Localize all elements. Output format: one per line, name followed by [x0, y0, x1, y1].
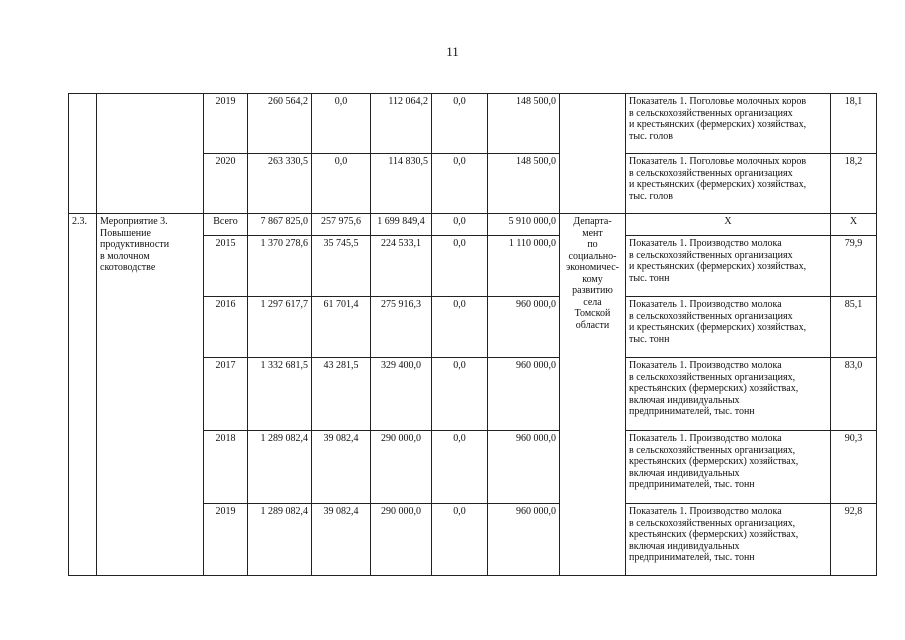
indicator-line: крестьянских (фермерских) хозяйствах, — [629, 456, 799, 467]
table-row — [69, 214, 877, 236]
indicator-line: Показатель 1. Производство молока — [629, 506, 782, 517]
local-cell: 0,0 — [432, 504, 488, 576]
other-cell: 5 910 000,0 — [488, 214, 560, 236]
regional-cell: 275 916,3 — [371, 297, 432, 358]
local-cell: 0,0 — [432, 236, 488, 297]
indicator-line: в сельскохозяйственных организациях, — [629, 517, 796, 529]
indicator-line: тыс. голов — [629, 130, 673, 142]
indicator-line: и крестьянских (фермерских) хозяйствах, — [629, 261, 807, 272]
regional-cell: 112 064,2 — [371, 94, 432, 154]
federal-cell: 257 975,6 — [312, 214, 371, 236]
indicator-line: тыс. голов — [629, 190, 673, 202]
indicator-line: предпринимателей, тыс. тонн — [629, 479, 755, 490]
executor-line: области — [575, 319, 610, 331]
federal-cell: 39 082,4 — [312, 504, 371, 576]
value-cell: 79,9 — [831, 236, 877, 297]
total-cell: 1 332 681,5 — [248, 358, 312, 431]
federal-cell: 0,0 — [312, 154, 371, 214]
value-cell: 90,3 — [831, 431, 877, 504]
executor-line: мент — [582, 227, 603, 239]
year-cell: 2018 — [204, 431, 248, 504]
value-cell: 83,0 — [831, 358, 877, 431]
indicator-cell — [626, 154, 831, 214]
value-cell: 92,8 — [831, 504, 877, 576]
indicator-cell — [626, 297, 831, 358]
other-cell: 148 500,0 — [488, 94, 560, 154]
federal-cell: 61 701,4 — [312, 297, 371, 358]
local-cell: 0,0 — [432, 154, 488, 214]
indicator-line: и крестьянских (фермерских) хозяйствах, — [629, 119, 807, 130]
indicator-line: Показатель 1. Поголовье молочных коров — [629, 156, 807, 167]
indicator-line: включая индивидуальных — [629, 540, 740, 552]
executor-line: экономичес- — [566, 262, 619, 273]
local-cell: 0,0 — [432, 297, 488, 358]
measure-title-line: Повышение — [100, 227, 151, 239]
executor-line: Департа- — [573, 216, 612, 227]
other-cell: 960 000,0 — [488, 358, 560, 431]
executor-line: по — [587, 239, 598, 250]
year-cell: Всего — [204, 214, 248, 236]
regional-cell: 290 000,0 — [371, 504, 432, 576]
regional-cell: 1 699 849,4 — [371, 214, 432, 236]
empty-executor-cell — [560, 94, 626, 214]
table-row — [69, 94, 877, 154]
measure-title-line: в молочном — [100, 250, 150, 262]
total-cell: 1 370 278,6 — [248, 236, 312, 297]
executor-cell — [560, 214, 626, 576]
indicator-cell — [626, 94, 831, 154]
indicator-line: в сельскохозяйственных организациях — [629, 310, 793, 322]
local-cell: 0,0 — [432, 358, 488, 431]
other-cell: 960 000,0 — [488, 297, 560, 358]
executor-line: Томской — [574, 308, 611, 319]
indicator-cell — [626, 431, 831, 504]
federal-cell: 39 082,4 — [312, 431, 371, 504]
indicator-cell — [626, 358, 831, 431]
measure-title-line: скотоводстве — [100, 262, 156, 273]
indicator-line: включая индивидуальных — [629, 394, 740, 406]
total-cell: 1 297 617,7 — [248, 297, 312, 358]
federal-cell: 35 745,5 — [312, 236, 371, 297]
executor-line: кому — [582, 273, 603, 285]
federal-cell: 43 281,5 — [312, 358, 371, 431]
total-cell: 260 564,2 — [248, 94, 312, 154]
federal-cell: 0,0 — [312, 94, 371, 154]
value-cell: 85,1 — [831, 297, 877, 358]
local-cell: 0,0 — [432, 214, 488, 236]
indicator-line: крестьянских (фермерских) хозяйствах, — [629, 529, 799, 540]
indicator-cell: Х — [626, 214, 831, 236]
regional-cell: 224 533,1 — [371, 236, 432, 297]
other-cell: 960 000,0 — [488, 504, 560, 576]
measure-number: 2.3. — [69, 214, 97, 576]
empty-number-cell — [69, 94, 97, 214]
indicator-line: в сельскохозяйственных организациях, — [629, 371, 796, 383]
executor-line: села — [583, 296, 602, 308]
program-table — [68, 93, 877, 576]
year-cell: 2020 — [204, 154, 248, 214]
indicator-line: тыс. тонн — [629, 272, 670, 284]
indicator-line: в сельскохозяйственных организациях, — [629, 444, 796, 456]
other-cell: 960 000,0 — [488, 431, 560, 504]
total-cell: 7 867 825,0 — [248, 214, 312, 236]
year-cell: 2019 — [204, 504, 248, 576]
page-number: 11 — [446, 44, 459, 59]
year-cell: 2019 — [204, 94, 248, 154]
indicator-line: крестьянских (фермерских) хозяйствах, — [629, 383, 799, 394]
other-cell: 148 500,0 — [488, 154, 560, 214]
indicator-line: предпринимателей, тыс. тонн — [629, 406, 755, 417]
indicator-line: Показатель 1. Производство молока — [629, 238, 782, 249]
measure-title-line: продуктивности — [100, 239, 170, 250]
indicator-line: в сельскохозяйственных организациях — [629, 249, 793, 261]
year-cell: 2015 — [204, 236, 248, 297]
measure-title-line: Мероприятие 3. — [100, 216, 168, 227]
indicator-line: Показатель 1. Производство молока — [629, 360, 782, 371]
executor-line: социально- — [568, 250, 617, 262]
indicator-line: Показатель 1. Производство молока — [629, 433, 782, 444]
indicator-line: и крестьянских (фермерских) хозяйствах, — [629, 322, 807, 333]
year-cell: 2016 — [204, 297, 248, 358]
year-cell: 2017 — [204, 358, 248, 431]
empty-title-cell — [97, 94, 204, 214]
other-cell: 1 110 000,0 — [488, 236, 560, 297]
regional-cell: 329 400,0 — [371, 358, 432, 431]
executor-line: развитию — [572, 285, 613, 296]
indicator-line: в сельскохозяйственных организациях — [629, 167, 793, 179]
indicator-line: Показатель 1. Производство молока — [629, 299, 782, 310]
value-cell: 18,1 — [831, 94, 877, 154]
value-cell: 18,2 — [831, 154, 877, 214]
total-cell: 1 289 082,4 — [248, 431, 312, 504]
local-cell: 0,0 — [432, 94, 488, 154]
total-cell: 1 289 082,4 — [248, 504, 312, 576]
indicator-cell — [626, 236, 831, 297]
indicator-cell — [626, 504, 831, 576]
value-cell: Х — [831, 214, 877, 236]
indicator-line: в сельскохозяйственных организациях — [629, 107, 793, 119]
regional-cell: 290 000,0 — [371, 431, 432, 504]
indicator-line: предпринимателей, тыс. тонн — [629, 552, 755, 563]
indicator-line: включая индивидуальных — [629, 467, 740, 479]
total-cell: 263 330,5 — [248, 154, 312, 214]
indicator-line: Показатель 1. Поголовье молочных коров — [629, 96, 807, 107]
indicator-line: и крестьянских (фермерских) хозяйствах, — [629, 179, 807, 190]
regional-cell: 114 830,5 — [371, 154, 432, 214]
indicator-line: тыс. тонн — [629, 333, 670, 345]
measure-title-cell — [97, 214, 204, 576]
local-cell: 0,0 — [432, 431, 488, 504]
